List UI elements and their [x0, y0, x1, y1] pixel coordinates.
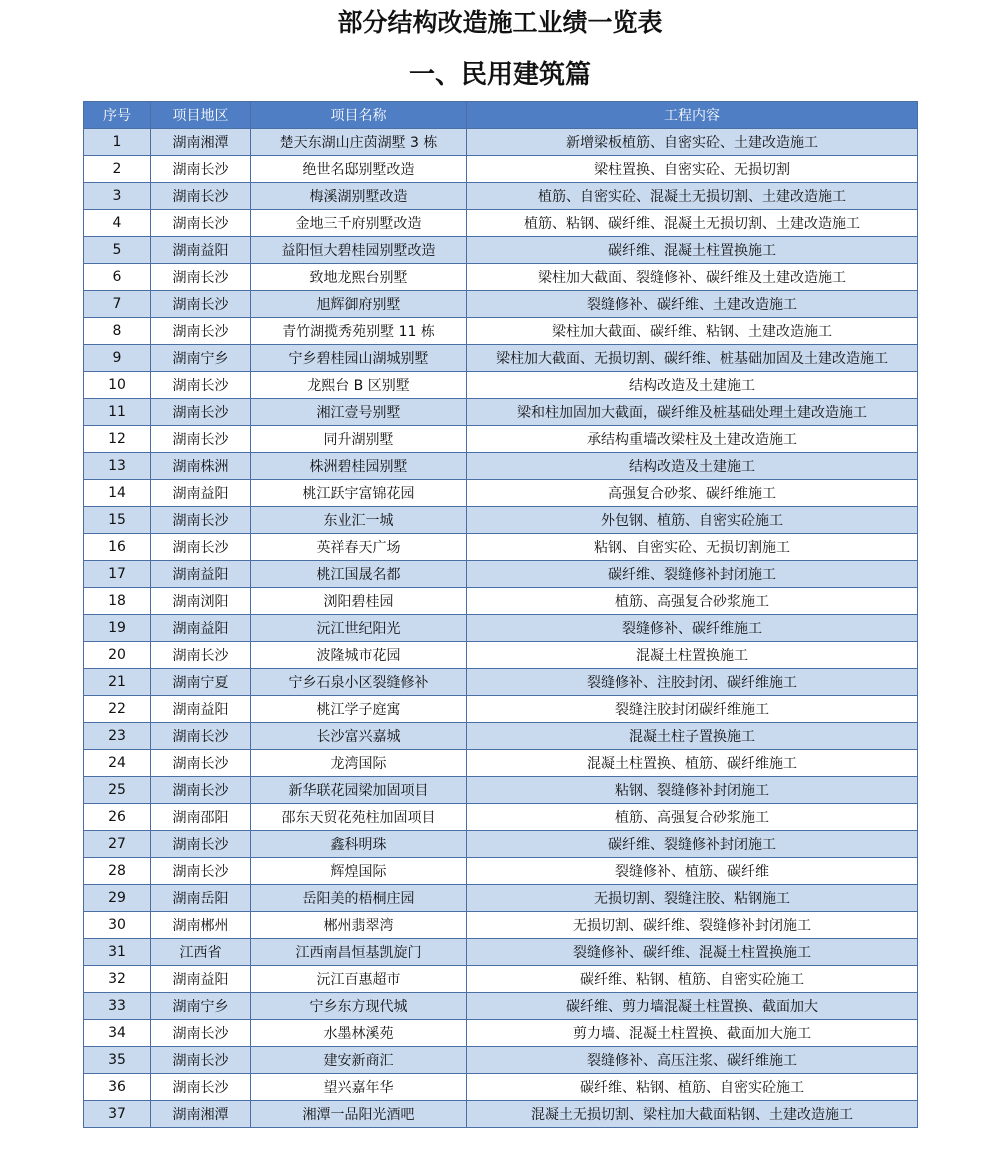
row-work-content: 外包钢、植筋、自密实砼施工 — [467, 507, 918, 534]
row-region: 湖南岳阳 — [151, 885, 251, 912]
header-work-content: 工程内容 — [467, 102, 918, 129]
row-project-name: 旭辉御府别墅 — [251, 291, 467, 318]
row-project-name: 桃江学子庭寓 — [251, 696, 467, 723]
row-work-content: 剪力墙、混凝土柱置换、截面加大施工 — [467, 1020, 918, 1047]
table-row — [84, 1020, 918, 1047]
row-region: 湖南长沙 — [151, 1074, 251, 1101]
row-index: 4 — [84, 210, 151, 237]
row-work-content: 梁柱置换、自密实砼、无损切割 — [467, 156, 918, 183]
row-region: 湖南长沙 — [151, 183, 251, 210]
row-region: 湖南宁夏 — [151, 669, 251, 696]
row-region: 湖南长沙 — [151, 291, 251, 318]
table-row — [84, 912, 918, 939]
table-row — [84, 669, 918, 696]
row-index: 2 — [84, 156, 151, 183]
row-work-content: 粘钢、裂缝修补封闭施工 — [467, 777, 918, 804]
row-project-name: 波隆城市花园 — [251, 642, 467, 669]
table-row — [84, 453, 918, 480]
row-index: 5 — [84, 237, 151, 264]
row-index: 18 — [84, 588, 151, 615]
row-work-content: 裂缝修补、注胶封闭、碳纤维施工 — [467, 669, 918, 696]
row-region: 湖南宁乡 — [151, 345, 251, 372]
header-region: 项目地区 — [151, 102, 251, 129]
table-row — [84, 885, 918, 912]
row-work-content: 裂缝修补、碳纤维、混凝土柱置换施工 — [467, 939, 918, 966]
row-project-name: 岳阳美的梧桐庄园 — [251, 885, 467, 912]
row-project-name: 辉煌国际 — [251, 858, 467, 885]
row-work-content: 混凝土柱置换、植筋、碳纤维施工 — [467, 750, 918, 777]
row-project-name: 益阳恒大碧桂园别墅改造 — [251, 237, 467, 264]
row-project-name: 宁乡碧桂园山湖城别墅 — [251, 345, 467, 372]
table-row — [84, 291, 918, 318]
row-project-name: 沅江百惠超市 — [251, 966, 467, 993]
header-project-name: 项目名称 — [251, 102, 467, 129]
row-project-name: 英祥春天广场 — [251, 534, 467, 561]
row-index: 28 — [84, 858, 151, 885]
row-region: 湖南湘潭 — [151, 129, 251, 156]
row-index: 25 — [84, 777, 151, 804]
table-row — [84, 507, 918, 534]
table-row — [84, 534, 918, 561]
row-index: 10 — [84, 372, 151, 399]
row-region: 湖南益阳 — [151, 966, 251, 993]
row-index: 29 — [84, 885, 151, 912]
row-work-content: 结构改造及土建施工 — [467, 372, 918, 399]
row-region: 湖南长沙 — [151, 831, 251, 858]
row-work-content: 植筋、粘钢、碳纤维、混凝土无损切割、土建改造施工 — [467, 210, 918, 237]
row-project-name: 湘潭一品阳光酒吧 — [251, 1101, 467, 1128]
row-project-name: 鑫科明珠 — [251, 831, 467, 858]
table-row — [84, 183, 918, 210]
row-region: 湖南长沙 — [151, 264, 251, 291]
row-index: 3 — [84, 183, 151, 210]
row-work-content: 碳纤维、粘钢、植筋、自密实砼施工 — [467, 966, 918, 993]
row-work-content: 裂缝修补、碳纤维、土建改造施工 — [467, 291, 918, 318]
row-region: 湖南益阳 — [151, 561, 251, 588]
row-index: 17 — [84, 561, 151, 588]
row-work-content: 碳纤维、粘钢、植筋、自密实砼施工 — [467, 1074, 918, 1101]
header-index: 序号 — [84, 102, 151, 129]
table-row — [84, 831, 918, 858]
row-region: 湖南长沙 — [151, 777, 251, 804]
row-index: 15 — [84, 507, 151, 534]
row-project-name: 青竹湖揽秀苑别墅 11 栋 — [251, 318, 467, 345]
table-row — [84, 480, 918, 507]
projects-table — [83, 101, 918, 1128]
row-region: 湖南长沙 — [151, 156, 251, 183]
row-work-content: 新增梁板植筋、自密实砼、土建改造施工 — [467, 129, 918, 156]
row-project-name: 桃江跃宇富锦花园 — [251, 480, 467, 507]
row-project-name: 龙熙台 B 区别墅 — [251, 372, 467, 399]
row-index: 35 — [84, 1047, 151, 1074]
row-project-name: 金地三千府别墅改造 — [251, 210, 467, 237]
row-work-content: 碳纤维、裂缝修补封闭施工 — [467, 831, 918, 858]
row-work-content: 无损切割、碳纤维、裂缝修补封闭施工 — [467, 912, 918, 939]
row-index: 32 — [84, 966, 151, 993]
row-project-name: 株洲碧桂园别墅 — [251, 453, 467, 480]
row-work-content: 承结构重墙改梁柱及土建改造施工 — [467, 426, 918, 453]
row-project-name: 龙湾国际 — [251, 750, 467, 777]
row-project-name: 沅江世纪阳光 — [251, 615, 467, 642]
row-project-name: 宁乡石泉小区裂缝修补 — [251, 669, 467, 696]
table-row — [84, 858, 918, 885]
row-region: 湖南长沙 — [151, 507, 251, 534]
table-row — [84, 1101, 918, 1128]
row-index: 13 — [84, 453, 151, 480]
row-work-content: 植筋、高强复合砂浆施工 — [467, 804, 918, 831]
row-project-name: 宁乡东方现代城 — [251, 993, 467, 1020]
row-region: 湖南长沙 — [151, 1047, 251, 1074]
table-row — [84, 156, 918, 183]
row-region: 湖南长沙 — [151, 1020, 251, 1047]
row-work-content: 粘钢、自密实砼、无损切割施工 — [467, 534, 918, 561]
page-title: 部分结构改造施工业绩一览表 — [337, 8, 663, 37]
table-row — [84, 129, 918, 156]
row-index: 19 — [84, 615, 151, 642]
row-index: 31 — [84, 939, 151, 966]
row-project-name: 浏阳碧桂园 — [251, 588, 467, 615]
row-index: 27 — [84, 831, 151, 858]
row-region: 湖南益阳 — [151, 237, 251, 264]
row-index: 11 — [84, 399, 151, 426]
row-project-name: 新华联花园梁加固项目 — [251, 777, 467, 804]
row-region: 江西省 — [151, 939, 251, 966]
row-index: 22 — [84, 696, 151, 723]
table-row — [84, 723, 918, 750]
table-row — [84, 750, 918, 777]
row-project-name: 水墨林溪苑 — [251, 1020, 467, 1047]
row-project-name: 湘江壹号别墅 — [251, 399, 467, 426]
table-row — [84, 777, 918, 804]
row-project-name: 建安新商汇 — [251, 1047, 467, 1074]
row-index: 20 — [84, 642, 151, 669]
row-region: 湖南长沙 — [151, 858, 251, 885]
table-row — [84, 210, 918, 237]
row-work-content: 梁柱加大截面、裂缝修补、碳纤维及土建改造施工 — [467, 264, 918, 291]
row-project-name: 梅溪湖别墅改造 — [251, 183, 467, 210]
table-row — [84, 642, 918, 669]
row-work-content: 植筋、高强复合砂浆施工 — [467, 588, 918, 615]
row-region: 湖南浏阳 — [151, 588, 251, 615]
row-region: 湖南益阳 — [151, 480, 251, 507]
row-work-content: 裂缝修补、高压注浆、碳纤维施工 — [467, 1047, 918, 1074]
row-index: 24 — [84, 750, 151, 777]
row-project-name: 东业汇一城 — [251, 507, 467, 534]
row-work-content: 混凝土无损切割、梁柱加大截面粘钢、土建改造施工 — [467, 1101, 918, 1128]
table-row — [84, 372, 918, 399]
row-region: 湖南湘潭 — [151, 1101, 251, 1128]
row-project-name: 望兴嘉年华 — [251, 1074, 467, 1101]
row-index: 16 — [84, 534, 151, 561]
row-project-name: 桃江国晟名都 — [251, 561, 467, 588]
table-row — [84, 804, 918, 831]
table-row — [84, 399, 918, 426]
table-row — [84, 939, 918, 966]
row-region: 湖南邵阳 — [151, 804, 251, 831]
row-region: 湖南株洲 — [151, 453, 251, 480]
row-work-content: 结构改造及土建施工 — [467, 453, 918, 480]
row-project-name: 江西南昌恒基凯旋门 — [251, 939, 467, 966]
row-region: 湖南益阳 — [151, 615, 251, 642]
table-row — [84, 1074, 918, 1101]
row-index: 1 — [84, 129, 151, 156]
row-index: 9 — [84, 345, 151, 372]
row-region: 湖南长沙 — [151, 750, 251, 777]
row-region: 湖南益阳 — [151, 696, 251, 723]
row-work-content: 裂缝修补、植筋、碳纤维 — [467, 858, 918, 885]
row-work-content: 梁柱加大截面、碳纤维、粘钢、土建改造施工 — [467, 318, 918, 345]
row-work-content: 梁和柱加固加大截面，碳纤维及桩基础处理土建改造施工 — [467, 399, 918, 426]
row-region: 湖南长沙 — [151, 318, 251, 345]
table-row — [84, 1047, 918, 1074]
table-row — [84, 966, 918, 993]
row-index: 26 — [84, 804, 151, 831]
table-row — [84, 237, 918, 264]
row-work-content: 裂缝注胶封闭碳纤维施工 — [467, 696, 918, 723]
row-work-content: 混凝土柱子置换施工 — [467, 723, 918, 750]
row-index: 12 — [84, 426, 151, 453]
row-region: 湖南长沙 — [151, 372, 251, 399]
row-region: 湖南郴州 — [151, 912, 251, 939]
row-index: 36 — [84, 1074, 151, 1101]
row-region: 湖南长沙 — [151, 399, 251, 426]
row-index: 6 — [84, 264, 151, 291]
table-row — [84, 318, 918, 345]
row-project-name: 绝世名邸别墅改造 — [251, 156, 467, 183]
row-index: 33 — [84, 993, 151, 1020]
section-title: 一、民用建筑篇 — [408, 60, 591, 90]
row-region: 湖南长沙 — [151, 534, 251, 561]
row-work-content: 碳纤维、混凝土柱置换施工 — [467, 237, 918, 264]
table-body — [84, 129, 918, 1128]
row-project-name: 楚天东湖山庄茵湖墅 3 栋 — [251, 129, 467, 156]
table-row — [84, 426, 918, 453]
row-project-name: 郴州翡翠湾 — [251, 912, 467, 939]
row-work-content: 无损切割、裂缝注胶、粘钢施工 — [467, 885, 918, 912]
row-work-content: 梁柱加大截面、无损切割、碳纤维、桩基础加固及土建改造施工 — [467, 345, 918, 372]
row-region: 湖南长沙 — [151, 210, 251, 237]
table-row — [84, 561, 918, 588]
table-row — [84, 345, 918, 372]
row-work-content: 碳纤维、裂缝修补封闭施工 — [467, 561, 918, 588]
row-work-content: 高强复合砂浆、碳纤维施工 — [467, 480, 918, 507]
row-region: 湖南宁乡 — [151, 993, 251, 1020]
row-work-content: 混凝土柱置换施工 — [467, 642, 918, 669]
row-work-content: 植筋、自密实砼、混凝土无损切割、土建改造施工 — [467, 183, 918, 210]
table-row — [84, 615, 918, 642]
row-work-content: 碳纤维、剪力墙混凝土柱置换、截面加大 — [467, 993, 918, 1020]
table-header-row — [84, 102, 918, 129]
row-index: 30 — [84, 912, 151, 939]
row-project-name: 长沙富兴嘉城 — [251, 723, 467, 750]
row-index: 23 — [84, 723, 151, 750]
row-index: 7 — [84, 291, 151, 318]
table-row — [84, 993, 918, 1020]
row-project-name: 同升湖别墅 — [251, 426, 467, 453]
row-work-content: 裂缝修补、碳纤维施工 — [467, 615, 918, 642]
row-region: 湖南长沙 — [151, 642, 251, 669]
row-region: 湖南长沙 — [151, 426, 251, 453]
row-index: 21 — [84, 669, 151, 696]
row-index: 37 — [84, 1101, 151, 1128]
row-index: 8 — [84, 318, 151, 345]
row-index: 34 — [84, 1020, 151, 1047]
table-row — [84, 264, 918, 291]
table-row — [84, 696, 918, 723]
table-row — [84, 588, 918, 615]
row-region: 湖南长沙 — [151, 723, 251, 750]
row-project-name: 致地龙熙台别墅 — [251, 264, 467, 291]
row-index: 14 — [84, 480, 151, 507]
row-project-name: 邵东天贸花苑柱加固项目 — [251, 804, 467, 831]
